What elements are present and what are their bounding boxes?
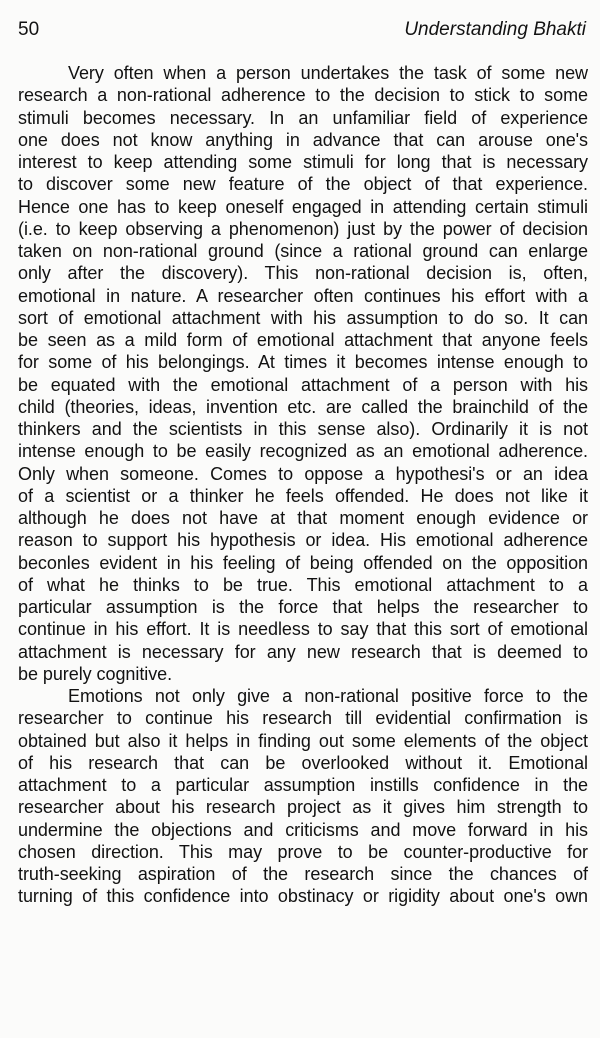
text-line: researcher to continue his research till evidential confirmation is [18, 708, 588, 729]
paragraph-1 [18, 62, 588, 685]
text-line: particular assumption is the force that helps the researcher to [18, 597, 588, 617]
text-line: chosen direction. This may prove to be counter-productive for [18, 841, 588, 862]
text-line: attachment to a particular assumption instills confidence in the [18, 775, 588, 795]
text-line: truth-seeking aspiration of the research since the chances of [18, 864, 588, 884]
text-line: (i.e. to keep observing a phenomenon) just by the power of decision [18, 218, 588, 239]
body-text [18, 62, 588, 908]
text-line: of a scientist or a thinker he feels offended. He does not like it [18, 485, 588, 506]
text-line: researcher about his research project as it gives him strength to [18, 797, 588, 818]
text-line: of what he thinks to be true. This emotional attachment to a [18, 574, 588, 595]
text-line: turning of this confidence into obstinacy or rigidity about one's own [18, 886, 588, 907]
text-line: Only when someone. Comes to oppose a hypothesi's or an idea [18, 463, 588, 484]
text-line: stimuli becomes necessary. In an unfamiliar field of experience [18, 107, 588, 128]
text-line: only after the discovery). This non-rational decision is, often, [18, 263, 588, 284]
text-line: taken on non-rational ground (since a rational ground can enlarge [18, 241, 588, 261]
text-line: to discover some new feature of the object of that experience. [18, 174, 588, 195]
page-number: 50 [18, 19, 40, 40]
text-line: beconles evident in his feeling of being offended on the opposition [18, 552, 588, 573]
running-title: Understanding Bhakti [404, 19, 586, 40]
text-line: continue in his effort. It is needless to say that this sort of emotional [18, 619, 588, 640]
text-line: undermine the objections and criticisms and move forward in his [18, 819, 588, 840]
text-line: be purely cognitive. [18, 663, 173, 684]
text-line: emotional in nature. A researcher often continues his effort with a [18, 285, 588, 306]
text-line: thinkers and the scientists in this sense also). Ordinarily it is not [18, 419, 588, 439]
text-line: interest to keep attending some stimuli for long that is necessary [18, 152, 588, 172]
text-line: one does not know anything in advance that can arouse one's [18, 129, 588, 150]
text-line: be seen as a mild form of emotional attachment that anyone feels [18, 330, 588, 350]
text-line: for some of his belongings. At times it becomes intense enough to [18, 352, 588, 373]
text-line: be equated with the emotional attachment of a person with his [18, 374, 588, 395]
text-line: research a non-rational adherence to the decision to stick to some [18, 85, 588, 106]
text-line: of his research that can be overlooked without it. Emotional [18, 752, 588, 773]
text-line: Emotions not only give a non-rational positive force to the [68, 686, 588, 706]
text-line: attachment is necessary for any new research that is deemed to [18, 641, 588, 662]
text-line: sort of emotional attachment with his assumption to do so. It can [18, 307, 588, 328]
paragraph-2 [18, 685, 588, 908]
text-line: intense enough to be easily recognized as an emotional adherence. [18, 441, 588, 462]
text-line: although he does not have at that moment enough evidence or [18, 508, 588, 528]
text-line: obtained but also it helps in finding out some elements of the object [18, 730, 588, 751]
text-line: Very often when a person undertakes the task of some new [68, 63, 588, 83]
text-line: Hence one has to keep oneself engaged in attending certain stimuli [18, 196, 588, 217]
text-line: child (theories, ideas, invention etc. are called the brainchild of the [18, 396, 588, 417]
text-line: reason to support his hypothesis or idea. His emotional adherence [18, 530, 588, 551]
